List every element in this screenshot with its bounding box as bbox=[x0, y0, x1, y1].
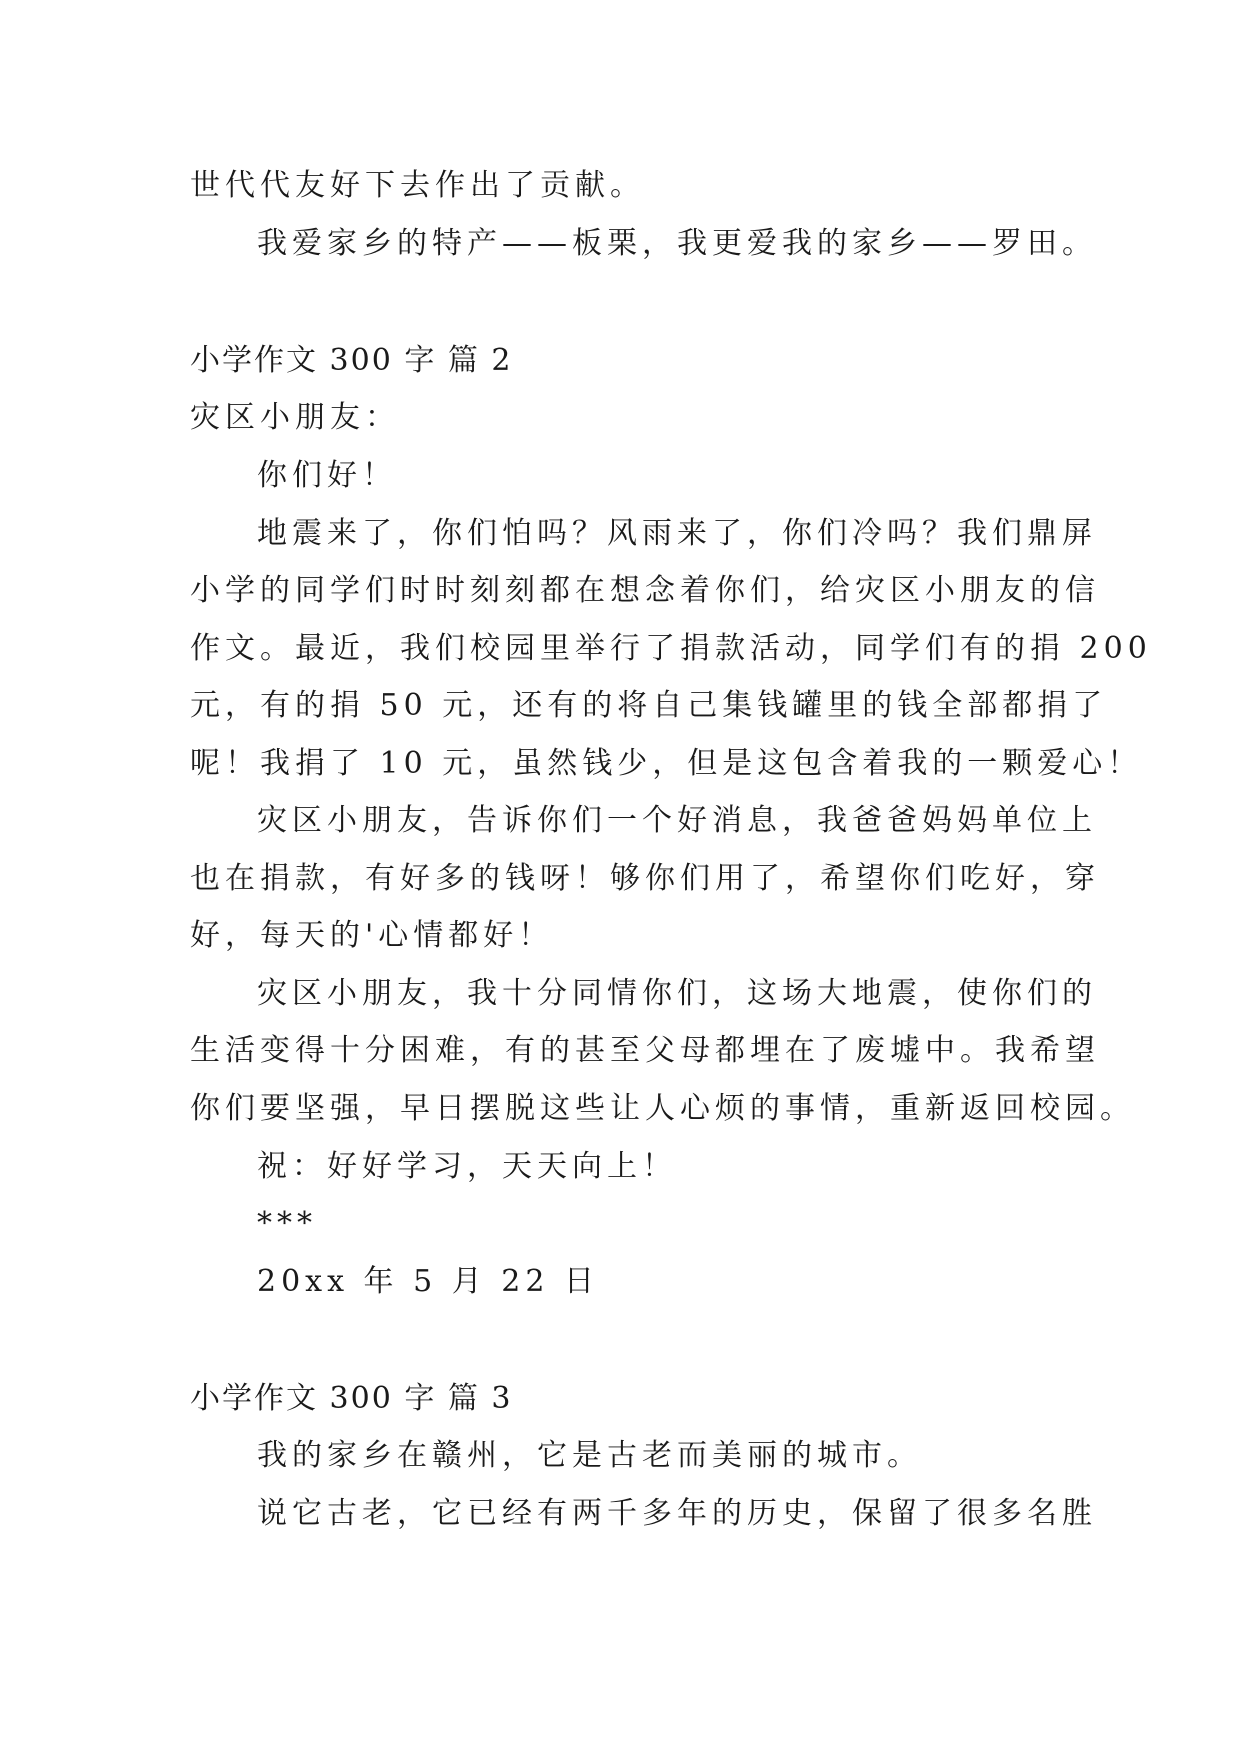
paragraph-line: 世代代友好下去作出了贡献。 bbox=[190, 168, 645, 203]
paragraph-line: 我爱家乡的特产——板栗，我更爱我的家乡——罗田。 bbox=[257, 226, 1097, 261]
signature: *** bbox=[257, 1206, 317, 1241]
paragraph-line: 生活变得十分困难，有的甚至父母都埋在了废墟中。我希望 bbox=[190, 1033, 1100, 1068]
letter-date: 20xx 年 5 月 22 日 bbox=[257, 1264, 599, 1299]
paragraph-line: 呢！我捐了 10 元，虽然钱少，但是这包含着我的一颗爱心！ bbox=[190, 746, 1143, 781]
paragraph-line: 地震来了，你们怕吗？风雨来了，你们冷吗？我们鼎屏 bbox=[257, 516, 1097, 551]
salutation: 灾区小朋友： bbox=[190, 400, 400, 435]
paragraph-line: 你们要坚强，早日摆脱这些让人心烦的事情，重新返回校园。 bbox=[190, 1091, 1135, 1126]
paragraph-line: 灾区小朋友，告诉你们一个好消息，我爸爸妈妈单位上 bbox=[257, 803, 1097, 838]
paragraph-line: 作文。最近，我们校园里举行了捐款活动，同学们有的捐 200 bbox=[190, 631, 1152, 666]
paragraph-line: 好，每天的'心情都好！ bbox=[190, 918, 554, 953]
paragraph-line: 我的家乡在赣州，它是古老而美丽的城市。 bbox=[257, 1438, 922, 1473]
paragraph-line: 也在捐款，有好多的钱呀！够你们用了，希望你们吃好，穿 bbox=[190, 861, 1100, 896]
paragraph-line: 说它古老，它已经有两千多年的历史，保留了很多名胜 bbox=[257, 1496, 1097, 1531]
paragraph-line: 灾区小朋友，我十分同情你们，这场大地震，使你们的 bbox=[257, 976, 1097, 1011]
greeting: 你们好！ bbox=[257, 458, 397, 493]
section-heading: 小学作文 300 字 篇 3 bbox=[190, 1381, 513, 1416]
section-heading: 小学作文 300 字 篇 2 bbox=[190, 343, 513, 378]
paragraph-line: 元，有的捐 50 元，还有的将自己集钱罐里的钱全部都捐了 bbox=[190, 688, 1108, 723]
paragraph-line: 小学的同学们时时刻刻都在想念着你们，给灾区小朋友的信 bbox=[190, 573, 1100, 608]
closing-wish: 祝：好好学习，天天向上！ bbox=[257, 1149, 677, 1184]
